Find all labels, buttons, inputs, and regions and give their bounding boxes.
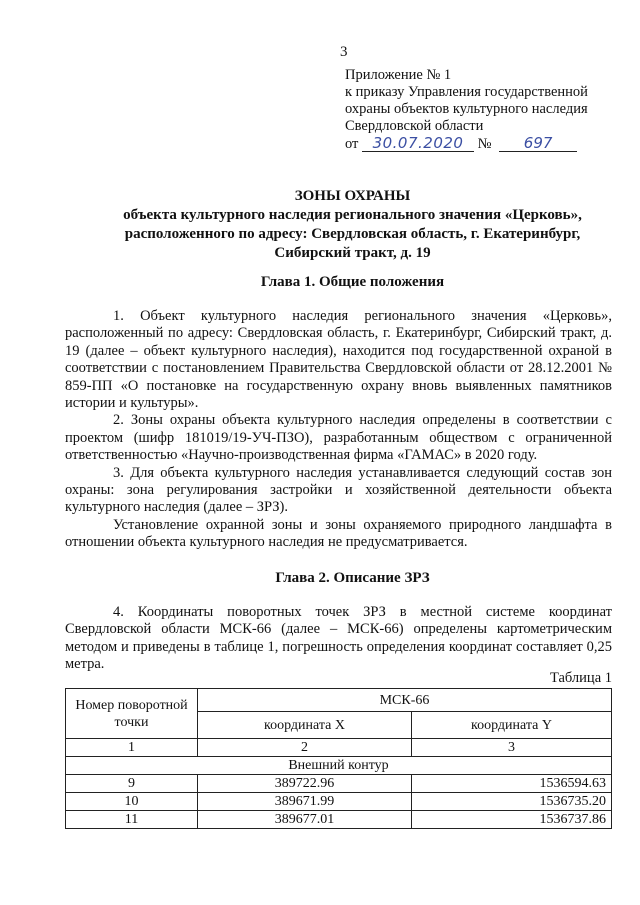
point-cell: 9	[66, 775, 198, 793]
table-caption: Таблица 1	[549, 670, 612, 686]
document-title	[80, 187, 625, 263]
chapter2-body	[65, 604, 612, 674]
paragraph: 3. Для объекта культурного наследия устанавливается следующий состав зон охраны: зона регулирования застройки и хозяйственной деятельности объекта культурного наследия (далее – ЗРЗ).	[65, 464, 612, 516]
index-cell: 1	[66, 739, 198, 757]
index-cell: 3	[412, 739, 612, 757]
title-line: объекта культурного наследия регионального значения «Церковь»,	[123, 207, 582, 223]
y-cell: 1536735.20	[412, 793, 612, 811]
chapter2-heading: Глава 2. Описание ЗРЗ	[275, 570, 430, 586]
chapter1-heading: Глава 1. Общие положения	[260, 274, 445, 290]
x-cell: 389722.96	[198, 775, 412, 793]
header-point-number: Номер поворотной точки	[66, 689, 198, 739]
x-cell: 389677.01	[198, 811, 412, 829]
handwritten-date: 30.07.2020	[362, 135, 474, 152]
title-heading: ЗОНЫ ОХРАНЫ	[294, 188, 411, 204]
order-date-number	[345, 135, 635, 153]
appendix-line: охраны объектов культурного наследия	[345, 101, 588, 117]
chapter1-body	[65, 308, 612, 552]
contour-label: Внешний контур	[66, 757, 612, 775]
table-row	[66, 775, 612, 793]
paragraph: Установление охранной зоны и зоны охраняемого природного ландшафта в отношении объекта культурного наследия не предусматривается.	[65, 516, 612, 551]
paragraph: 1. Объект культурного наследия регионального значения «Церковь», расположенный по адресу: Свердловская область, г. Екатеринбург, Сибирский тракт, д. 19 (далее – объект культурного наследия), находится под государственной охраной в соответствии с постановлением Правительства Свердловской области от 28.12.2001 № 859-ПП «О постановке на государственную охрану вновь выявленных памятников истории и культуры».	[65, 308, 612, 412]
title-line: Сибирский тракт, д. 19	[274, 245, 431, 261]
header-y: координата Y	[412, 712, 612, 739]
appendix-line: Приложение № 1	[345, 67, 452, 83]
appendix-line: Свердловской области	[345, 118, 484, 134]
coordinates-table	[65, 688, 612, 829]
table-row	[66, 793, 612, 811]
handwritten-number: 697	[499, 135, 577, 152]
number-label: №	[477, 136, 492, 152]
title-line: расположенного по адресу: Свердловская область, г. Екатеринбург,	[124, 226, 581, 242]
x-cell: 389671.99	[198, 793, 412, 811]
appendix-header	[345, 67, 635, 153]
paragraph: 2. Зоны охраны объекта культурного наследия определены в соответствии с проектом (шифр 181019/19-УЧ-ПЗО), разработанным обществом с ограниченной ответственностью «Научно-производственная фирма «ГАМАС» в 2020 году.	[65, 412, 612, 464]
page-number: 3	[340, 44, 348, 60]
table-row	[66, 811, 612, 829]
header-x: координата X	[198, 712, 412, 739]
point-cell: 10	[66, 793, 198, 811]
from-label: от	[345, 136, 359, 152]
header-coordinate-system: МСК-66	[198, 689, 612, 712]
paragraph: 4. Координаты поворотных точек ЗРЗ в местной системе координат Свердловской области МСК-66 (далее – МСК-66) определены картометрическим методом и приведены в таблице 1, погрешность определения координат составляет 0,25 метра.	[65, 604, 612, 673]
y-cell: 1536594.63	[412, 775, 612, 793]
index-cell: 2	[198, 739, 412, 757]
point-cell: 11	[66, 811, 198, 829]
appendix-line: к приказу Управления государственной	[345, 84, 588, 100]
y-cell: 1536737.86	[412, 811, 612, 829]
